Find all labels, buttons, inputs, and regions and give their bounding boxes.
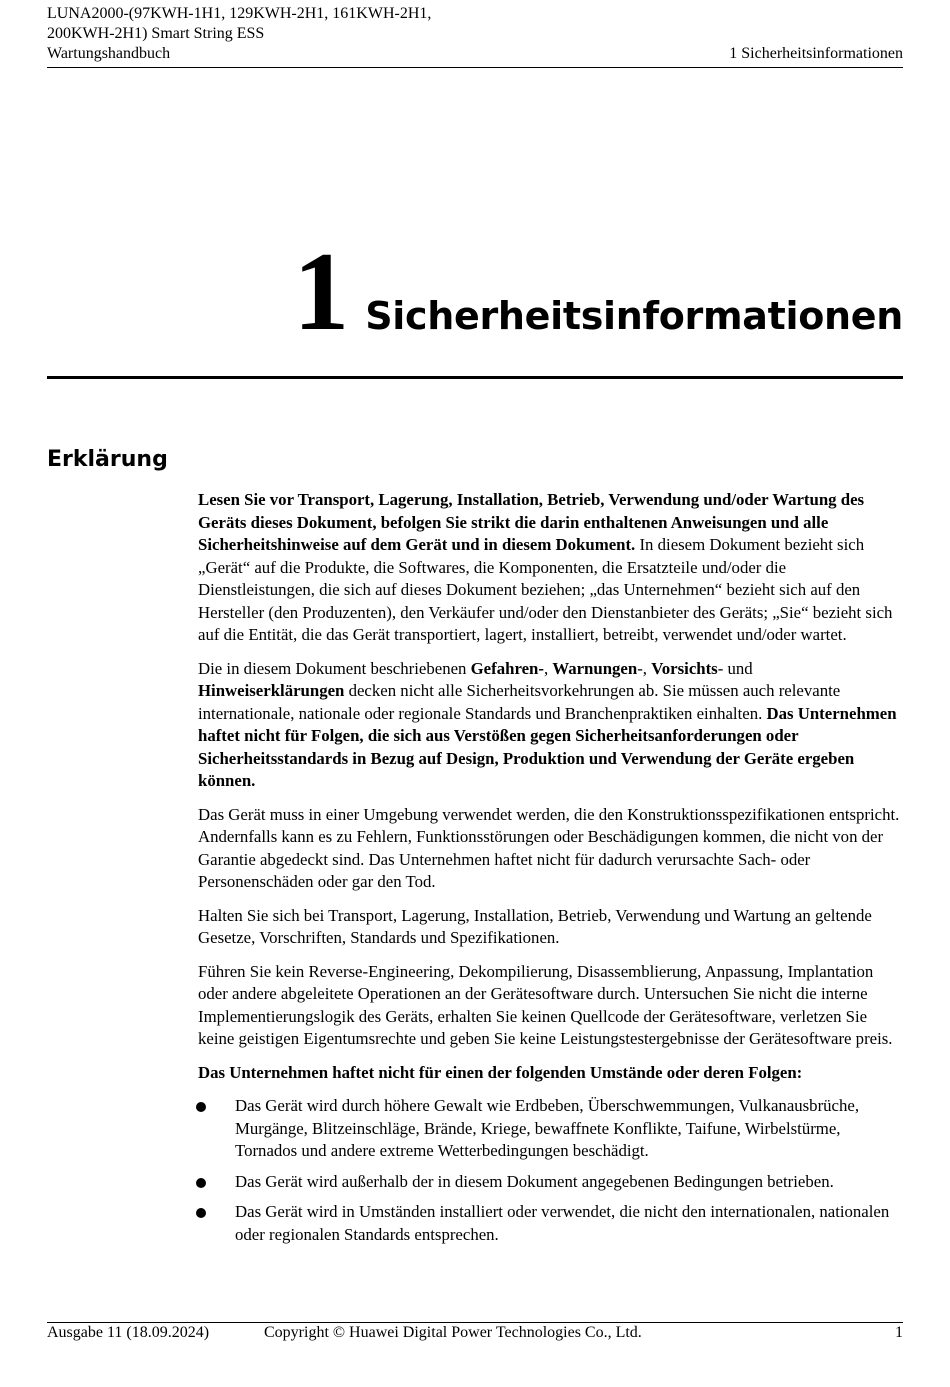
- footer-edition: Ausgabe 11 (18.09.2024): [47, 1324, 210, 1341]
- body-content: [198, 489, 903, 1254]
- chapter-heading: [293, 230, 903, 354]
- list-item-text: Das Gerät wird durch höhere Gewalt wie Erdbeben, Überschwemmungen, Vulkanausbrüche, Murgänge, Blitzeinschläge, Brände, Kriege, bewaffnete Konflikte, Taifune, Wirbelstürme, Tornados und andere extreme Wetterbedingungen beschädigt.: [235, 1096, 860, 1160]
- bullet-list: [198, 1095, 903, 1246]
- header-product-line2: 200KWH-2H1) Smart String ESS: [47, 25, 265, 42]
- paragraph-6-bold: Das Unternehmen haftet nicht für einen der folgenden Umstände oder deren Folgen:: [198, 1062, 803, 1082]
- bullet-dot-icon: [196, 1178, 206, 1188]
- chapter-number: 1: [293, 230, 350, 354]
- paragraph-2-bold-caution: Vorsichts: [651, 658, 718, 678]
- paragraph-2-text-i: decken nicht alle Sicherheitsvorkehrungen ab. Sie müssen auch relevante internationale, nationale oder regionale Standards und Branchenpraktiken einhalten.: [198, 681, 841, 723]
- paragraph-6: [198, 1062, 903, 1085]
- paragraph-3: Das Gerät muss in einer Umgebung verwendet werden, die den Konstruktionsspezifikationen entspricht. Andernfalls kann es zu Fehlern, Funktionsstörungen oder Beschädigungen kommen, die nicht von der Garantie abgedeckt sind. Das Unternehmen haftet nicht für dadurch verursachte Sach- oder Personenschäden oder gar den Tod.: [198, 804, 900, 891]
- paragraph-2-text-a: Die in diesem Dokument beschriebenen: [198, 658, 471, 678]
- list-item: [198, 1201, 903, 1246]
- bullet-dot-icon: [196, 1102, 206, 1112]
- paragraph-2-bold-warning: Warnungen: [552, 658, 638, 678]
- paragraph-2-bold-danger: Gefahren-: [470, 658, 544, 678]
- header-manual-title: Wartungshandbuch: [47, 45, 171, 62]
- header-product-line1: LUNA2000-(97KWH-1H1, 129KWH-2H1, 161KWH-2H1,: [47, 5, 432, 22]
- paragraph-1-bold: Lesen Sie vor Transport, Lagerung, Installation, Betrieb, Verwendung und/oder Wartung des Geräts dieses Dokument, befolgen Sie strikt die darin enthaltenen Anweisungen und alle Sicherheitshinweise auf dem Gerät und in diesem Dokument.: [198, 490, 865, 554]
- page-number: 1: [895, 1324, 903, 1341]
- paragraph-2-text-e: -,: [637, 658, 652, 678]
- paragraph-2-text-g: - und: [717, 658, 753, 678]
- section-title: Erklärung: [47, 447, 168, 472]
- header-chapter-ref: 1 Sicherheitsinformationen: [729, 45, 903, 62]
- paragraph-1-text: In diesem Dokument bezieht sich „Gerät“ auf die Produkte, die Softwares, die Komponenten, die Ersatzteile und/oder die Dienstleistungen, die sich auf dieses Dokument beziehen; „das Unternehmen“ bezieht sich auf den Hersteller (den Produzenten), den Verkäufer und/oder den Dienstanbieter des Geräts; „Sie“ bezieht sich auf die Entität, die das Gerät transportiert, lagert, installiert, betreibt, verwendet und/oder wartet.: [198, 535, 893, 644]
- list-item-text: Das Gerät wird außerhalb der in diesem Dokument angegebenen Bedingungen betrieben.: [235, 1171, 834, 1191]
- list-item: [198, 1095, 903, 1163]
- paragraph-1: [198, 489, 903, 647]
- list-item-text: Das Gerät wird in Umständen installiert oder verwendet, die nicht den internationalen, nationalen oder regionalen Standards entsprechen.: [235, 1202, 890, 1244]
- paragraph-2-bold-notice: Hinweiserklärungen: [198, 681, 345, 700]
- header-divider: [47, 67, 903, 68]
- page-header: [47, 4, 903, 64]
- footer-copyright: Copyright © Huawei Digital Power Technologies Co., Ltd.: [264, 1324, 642, 1341]
- paragraph-5: Führen Sie kein Reverse-Engineering, Dekompilierung, Disassemblierung, Anpassung, Implantation oder andere abgeleitete Operationen an der Gerätesoftware durch. Untersuchen Sie nicht die interne Implementierungslogik des Geräts, erhalten Sie keinen Quellcode der Gerätesoftware, verletzen Sie keine geistigen Eigentumsrechte und geben Sie keine Leistungstestergebnisse der Gerätesoftware preis.: [198, 961, 893, 1048]
- paragraph-4: Halten Sie sich bei Transport, Lagerung, Installation, Betrieb, Verwendung und Wartung an geltende Gesetze, Vorschriften, Standards und Spezifikationen.: [198, 905, 872, 947]
- chapter-divider: [47, 376, 903, 379]
- chapter-title: Sicherheitsinformationen: [365, 294, 903, 338]
- list-item: [198, 1171, 903, 1194]
- paragraph-2-bold-liability: Das Unternehmen haftet nicht für Folgen, die sich aus Verstößen gegen Sicherheitsanforderungen oder Sicherheitsstandards in Bezug auf Design, Produktion und Verwendung der Geräte ergeben können.: [198, 703, 897, 790]
- bullet-dot-icon: [196, 1208, 206, 1218]
- paragraph-2-text-c: ,: [543, 658, 553, 678]
- paragraph-2: [198, 658, 903, 793]
